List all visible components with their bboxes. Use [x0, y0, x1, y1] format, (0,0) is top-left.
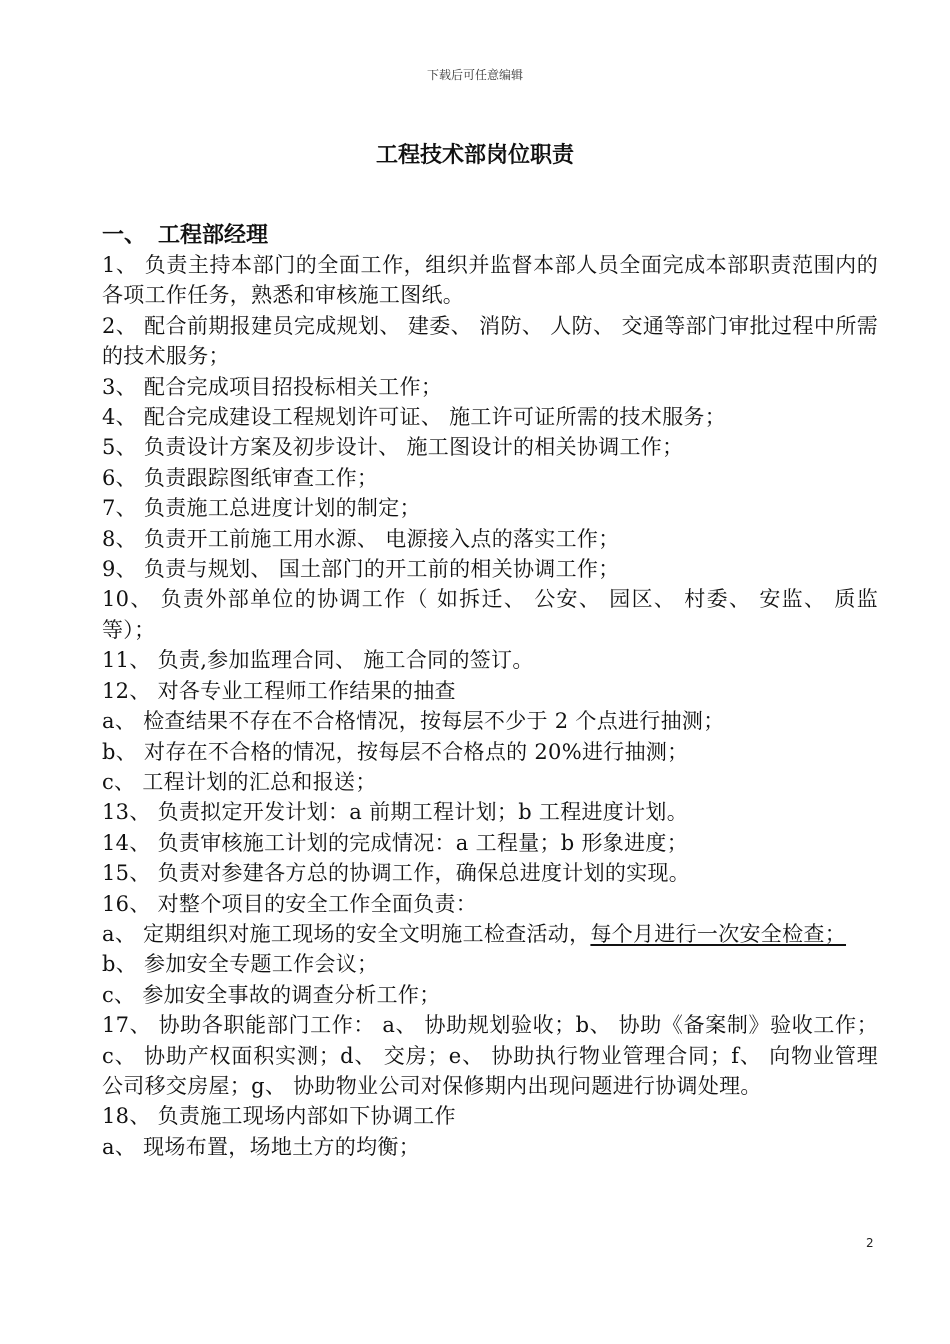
duty-paragraph	[102, 737, 878, 767]
duty-paragraph	[102, 554, 878, 584]
paragraph-text: 7、 负责施工总进度计划的制定；	[102, 496, 421, 521]
body-text	[102, 250, 878, 1162]
paragraph-text: 18、 负责施工现场内部如下协调工作	[102, 1104, 456, 1129]
paragraph-text: 17、 协助各职能部门工作： a、 协助规划验收；b、 协助《备案制》验收工作；c、 协助产权面积实测；d、 交房；e、 协助执行物业管理合同；f、 向物业管理公司移交房屋；g、 协助物业公司对保修期内出现问题进行协调处理。	[102, 1013, 878, 1098]
duty-paragraph	[102, 645, 878, 675]
paragraph-text: 12、 对各专业工程师工作结果的抽查	[102, 678, 456, 703]
duty-paragraph	[102, 767, 878, 797]
underlined-text: 每个月进行一次安全检查；	[590, 921, 847, 946]
duty-paragraph	[102, 797, 878, 827]
paragraph-text: b、 对存在不合格的情况，按每层不合格点的 20%进行抽测；	[102, 739, 689, 764]
duty-paragraph	[102, 1101, 878, 1131]
duty-paragraph	[102, 463, 878, 493]
section-number: 一、	[102, 223, 147, 248]
paragraph-text: c、 参加安全事故的调查分析工作；	[102, 982, 441, 1007]
paragraph-text: 6、 负责跟踪图纸审查工作；	[102, 465, 379, 490]
duty-paragraph	[102, 889, 878, 919]
paragraph-text: a、 现场布置，场地土方的均衡；	[102, 1134, 420, 1159]
page-number: 2	[866, 1236, 874, 1250]
paragraph-text: a、 定期组织对施工现场的安全文明施工检查活动，	[102, 921, 591, 946]
paragraph-text: 13、 负责拟定开发计划：a 前期工程计划；b 工程进度计划。	[102, 800, 689, 825]
paragraph-text: 3、 配合完成项目招投标相关工作；	[102, 374, 443, 399]
duty-paragraph	[102, 828, 878, 858]
paragraph-text: 5、 负责设计方案及初步设计、 施工图设计的相关协调工作；	[102, 435, 684, 460]
paragraph-text: c、 工程计划的汇总和报送；	[102, 769, 377, 794]
section-title: 工程部经理	[158, 223, 269, 248]
header-note: 下载后可任意编辑	[426, 68, 523, 82]
duty-paragraph	[102, 372, 878, 402]
paragraph-text: 14、 负责审核施工计划的完成情况：a 工程量；b 形象进度；	[102, 830, 689, 855]
duty-paragraph	[102, 676, 878, 706]
duty-paragraph	[102, 1132, 878, 1162]
paragraph-text: 15、 负责对参建各方总的协调工作，确保总进度计划的实现。	[102, 861, 691, 886]
paragraph-text: b、 参加安全专题工作会议；	[102, 952, 379, 977]
paragraph-text: 4、 配合完成建设工程规划许可证、 施工许可证所需的技术服务；	[102, 405, 727, 430]
duty-paragraph	[102, 432, 878, 462]
paragraph-text: 8、 负责开工前施工用水源、 电源接入点的落实工作；	[102, 526, 620, 551]
paragraph-text: 1、 负责主持本部门的全面工作，组织并监督本部人员全面完成本部职责范围内的各项工作任务，熟悉和审核施工图纸。	[102, 253, 878, 308]
paragraph-text: 16、 对整个项目的安全工作全面负责：	[102, 891, 478, 916]
section-heading	[102, 218, 268, 249]
duty-paragraph	[102, 250, 878, 311]
duty-paragraph	[102, 402, 878, 432]
duty-paragraph	[102, 706, 878, 736]
paragraph-text: 2、 配合前期报建员完成规划、 建委、 消防、 人防、 交通等部门审批过程中所需的技术服务；	[102, 313, 878, 369]
paragraph-text: 10、 负责外部单位的协调工作（ 如拆迁、 公安、 园区、 村委、 安监、 质监等）；	[102, 587, 878, 642]
paragraph-text: 11、 负责,参加监理合同、 施工合同的签订。	[102, 648, 534, 673]
duty-paragraph	[102, 858, 878, 888]
duty-paragraph	[102, 919, 878, 949]
duty-paragraph	[102, 949, 878, 979]
paragraph-text: a、 检查结果不存在不合格情况，按每层不少于 2 个点进行抽测；	[102, 709, 725, 734]
paragraph-text: 9、 负责与规划、 国土部门的开工前的相关协调工作；	[102, 557, 620, 582]
duty-paragraph	[102, 524, 878, 554]
duty-paragraph	[102, 584, 878, 645]
duty-paragraph	[102, 1010, 878, 1101]
duty-paragraph	[102, 493, 878, 523]
page-title: 工程技术部岗位职责	[375, 143, 574, 168]
duty-paragraph	[102, 311, 878, 372]
duty-paragraph	[102, 980, 878, 1010]
